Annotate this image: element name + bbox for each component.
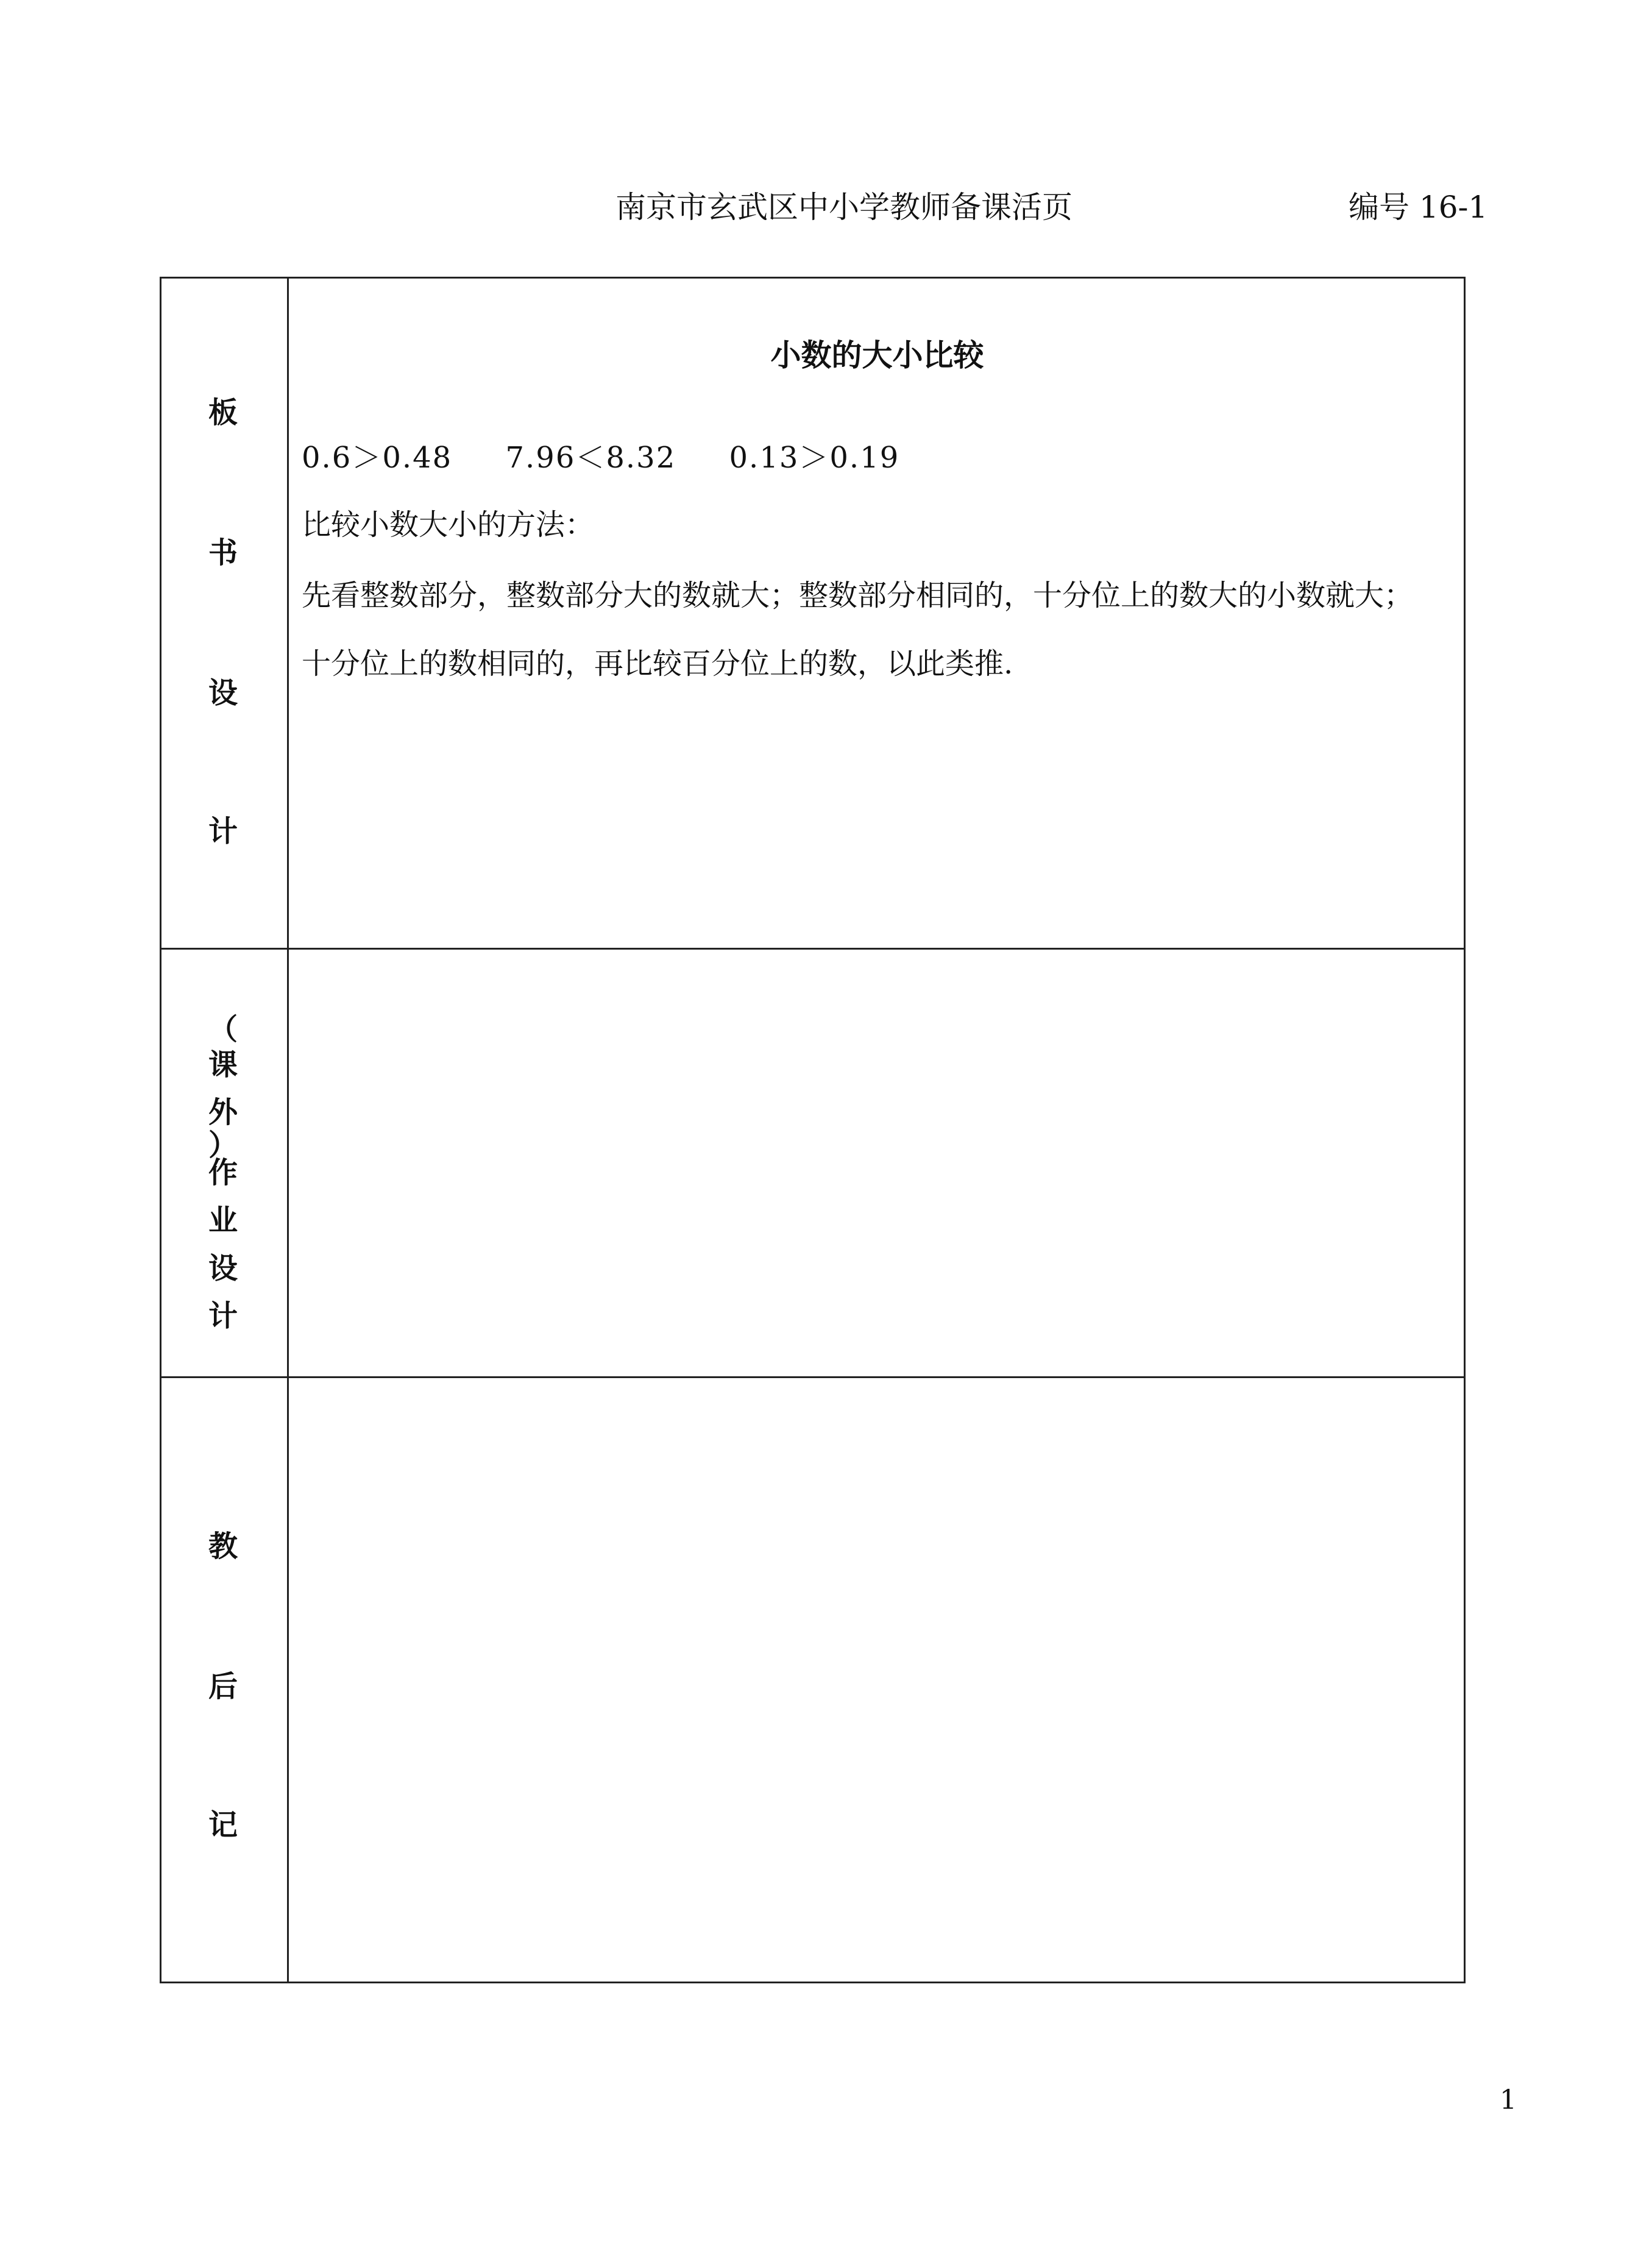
column-divider	[287, 277, 289, 1983]
label-char: 计	[208, 814, 238, 848]
page-number: 1	[1500, 2085, 1517, 2116]
label-char: 教	[208, 1529, 238, 1563]
comparison-examples	[302, 434, 942, 476]
label-char: 设	[208, 676, 238, 710]
row-divider-2	[160, 1376, 1466, 1378]
label-char: 后	[208, 1669, 238, 1704]
document-number: 编号 16-1	[1349, 190, 1488, 225]
rule-line-2: 十分位上的数相同的，再比较百分位上的数，以此类推.	[302, 647, 1013, 681]
label-char: 计	[208, 1299, 238, 1333]
example-3: 0.13＞0.19	[729, 441, 900, 475]
label-char: 书	[208, 536, 238, 570]
label-char: 课	[208, 1048, 238, 1082]
label-char: 板	[208, 396, 238, 430]
label-char: 外	[208, 1095, 238, 1129]
label-char: 记	[208, 1808, 238, 1842]
example-1: 0.6＞0.48	[302, 441, 453, 475]
label-char: 业	[208, 1203, 238, 1237]
example-2: 7.96＜8.32	[505, 441, 676, 475]
row-divider-1	[160, 948, 1466, 950]
method-label: 比较小数大小的方法：	[302, 508, 595, 542]
label-char: 设	[208, 1251, 238, 1285]
rule-line-1: 先看整数部分，整数部分大的数就大；整数部分相同的，十分位上的数大的小数就大；	[302, 578, 1414, 613]
page-header-title: 南京市玄武区中小学教师备课活页	[615, 190, 1072, 225]
lesson-title: 小数的大小比较	[770, 338, 984, 373]
label-char: （	[208, 1012, 238, 1047]
label-char: ）	[208, 1128, 238, 1162]
label-char: 作	[208, 1156, 238, 1190]
